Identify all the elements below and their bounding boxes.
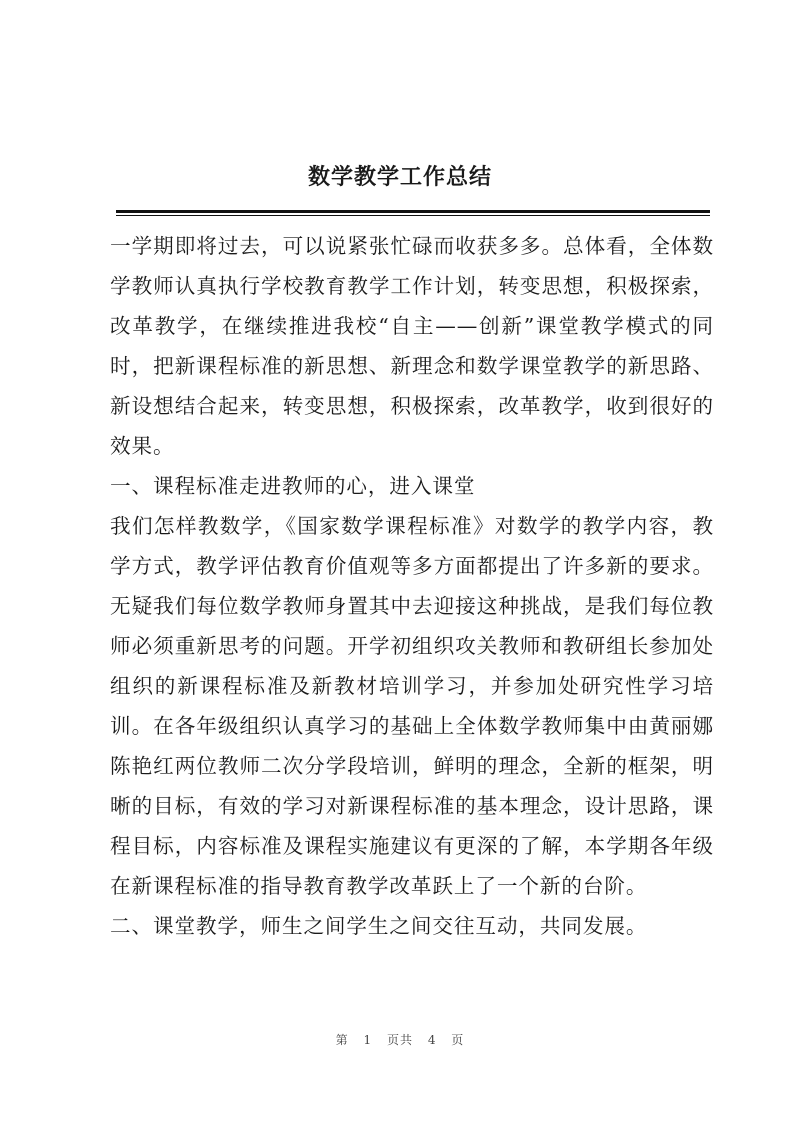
- footer-middle: 页共: [386, 1033, 413, 1047]
- page-footer: [0, 1031, 800, 1048]
- footer-prefix: 第: [335, 1033, 349, 1047]
- footer-total-pages: 4: [427, 1033, 437, 1047]
- intro-paragraph: 一学期即将过去，可以说紧张忙碌而收获多多。总体看，全体数学教师认真执行学校教育教学工作计划，转变思想，积极探索，改革教学，在继续推进我校“自主——创新”课堂教学模式的同时，把新课程标准的新思想、新理念和数学课堂教学的新思路、新设想结合起来，转变思想，积极探索，改革教学，收到很好的效果。: [110, 234, 714, 458]
- footer-page-number: 1: [363, 1033, 373, 1047]
- document-body: [110, 226, 714, 946]
- title-underline-thin: [116, 215, 710, 216]
- section-heading-2: 二、课堂教学，师生之间学生之间交往互动，共同发展。: [110, 914, 648, 938]
- document-title: 数学教学工作总结: [307, 164, 492, 190]
- title-underline-thick: [116, 210, 710, 213]
- section-heading-1: 一、课程标准走进教师的心，进入课堂: [110, 474, 476, 498]
- section-1-paragraph: 我们怎样教数学，《国家数学课程标准》对数学的教学内容，教学方式，教学评估教育价值观等多方面都提出了许多新的要求。无疑我们每位数学教师身置其中去迎接这种挑战，是我们每位教师必须重新思考的问题。开学初组织攻关教师和教研组长参加处组织的新课程标准及新教材培训学习，并参加处研究性学习培训。在各年级组织认真学习的基础上全体数学教师集中由黄丽娜陈艳红两位教师二次分学段培训，鲜明的理念，全新的框架，明晰的目标，有效的学习对新课程标准的基本理念，设计思路，课程目标，内容标准及课程实施建议有更深的了解，本学期各年级在新课程标准的指导教育教学改革跃上了一个新的台阶。: [110, 514, 714, 898]
- footer-suffix: 页: [451, 1033, 465, 1047]
